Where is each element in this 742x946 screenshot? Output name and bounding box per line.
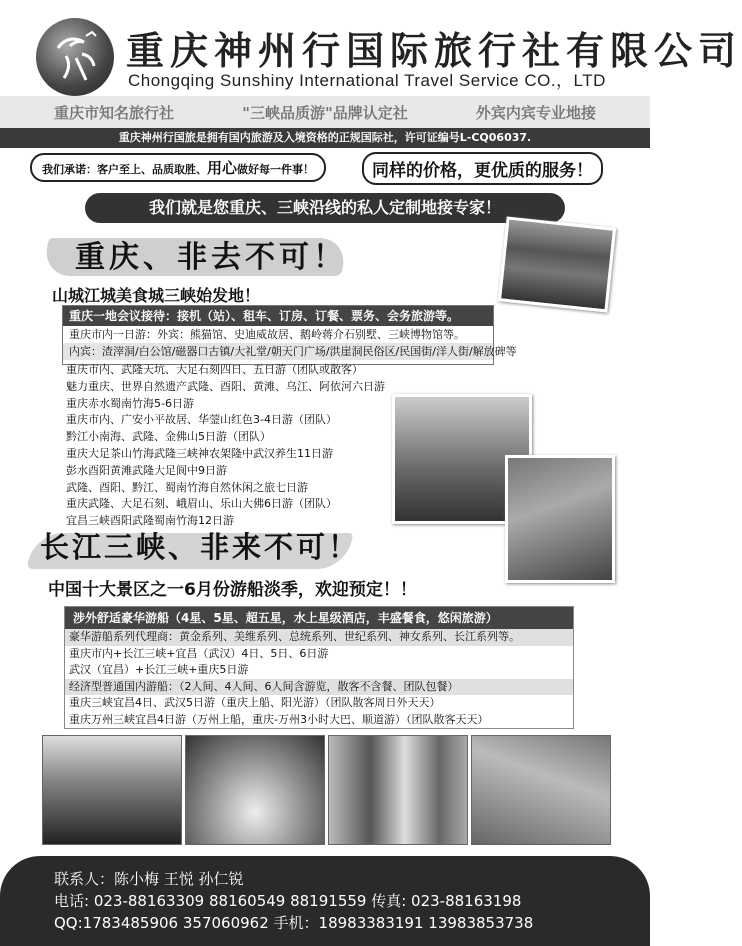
header: [0, 0, 742, 95]
section1-title-block: [45, 232, 345, 278]
photo-river: [498, 216, 616, 312]
promise-prefix: 我们承诺：: [42, 162, 97, 176]
route-list: [66, 362, 426, 530]
route-item: 彭水酉阳黄滩武隆大足阆中9日游: [66, 463, 227, 477]
photo-temple: [471, 735, 611, 845]
section2-title: 长江三峡、非来不可！: [40, 530, 361, 564]
promise-left: [30, 153, 326, 182]
company-logo: [36, 18, 114, 96]
meeting-line: 重庆市内一日游：外宾：熊猫馆、史迪威故居、鹅岭蒋介石别墅、三峡博物馆等。: [69, 328, 465, 341]
meeting-box-head: 重庆一地会议接待：接机（站）、租车、订房、订餐、票务、会务旅游等。: [63, 306, 493, 326]
expert-banner: 我们就是您重庆、三峡沿线的私人定制地接专家！: [85, 193, 565, 223]
promise-tail: 做好每一件事！: [237, 162, 315, 176]
section1-title: 重庆、非去不可！: [75, 240, 347, 275]
promise-right: 同样的价格，更优质的服务！: [362, 152, 603, 185]
route-item: 重庆赤水蜀南竹海5-6日游: [66, 396, 194, 410]
photo-dam: [185, 735, 325, 845]
license-bar: 重庆神州行国旅是拥有国内旅游及入境资格的正规国际社，许可证编号L-CQ06037.: [0, 128, 650, 148]
cruise-line: 重庆万州三峡宜昌4日游（万州上船，重庆-万州3小时大巴、顺道游）（团队散客天天）: [69, 712, 489, 726]
promise-text: 客户至上、品质取胜、: [97, 162, 207, 176]
promise-bold: 用心: [207, 158, 238, 177]
contact-footer: [0, 856, 650, 946]
section2-subtitle: 中国十大景区之一6月份游船淡季，欢迎预定！！: [48, 580, 417, 600]
route-item: 宜昌三峡酉阳武隆蜀南竹海12日游: [66, 514, 234, 528]
slogan-item: 外宾内宾专业地接: [475, 103, 596, 122]
slogan-item: "三峡品质游"品牌认定社: [242, 103, 408, 122]
route-item: 重庆市内、武隆天坑、大足石刻四日、五日游（团队或散客）: [66, 363, 363, 376]
cruise-box-head: 涉外舒适豪华游船（4星、5星、超五星，水上星级酒店，丰盛餐食，悠闲旅游）: [65, 607, 573, 629]
contact-qq-mobile: QQ:1783485906 357060962 手机：18983383191 13983853738: [54, 914, 534, 932]
route-item: 武隆、酉阳、黔江、蜀南竹海自然休闲之旅七日游: [66, 480, 308, 494]
company-name-cn: 重庆神州行国际旅行社有限公司: [126, 28, 742, 73]
photo-city: [505, 455, 615, 583]
meeting-line: 内宾：渣滓洞/白公馆/磁器口古镇/大礼堂/朝天门广场/洪崖洞民俗区/民国街/洋人街/解放碑等: [63, 343, 493, 360]
route-item: 重庆市内、广安小平故居、华蓥山红色3-4日游（团队）: [66, 413, 337, 427]
cruise-line: 武汉（宜昌）+长江三峡+重庆5日游: [69, 663, 249, 676]
route-item: 魅力重庆、世界自然遗产武隆、酉阳、黄滩、乌江、阿依河六日游: [66, 379, 385, 393]
route-item: 重庆武隆、大足石刻、峨眉山、乐山大佛6日游（团队）: [66, 497, 337, 511]
photo-gallery: [42, 735, 612, 845]
contact-people: 联系人：陈小梅 王悦 孙仁锐: [54, 870, 244, 888]
cruise-box: [64, 606, 574, 729]
section1-subtitle: 山城江城美食城三峡始发地！: [52, 286, 261, 305]
promise-box: [30, 152, 326, 182]
cruise-line: 豪华游船系列代理商：黄金系列、美维系列、总统系列、世纪系列、神女系列、长江系列等。: [65, 629, 573, 646]
photo-monument: [328, 735, 468, 845]
meeting-box: [62, 305, 517, 365]
slogan-item: 重庆市知名旅行社: [54, 103, 175, 122]
cruise-line: 重庆市内+长江三峡+宜昌（武汉）4日、5日、6日游: [69, 646, 329, 660]
photo-gorge: [42, 735, 182, 845]
route-item: 黔江小南海、武隆、金佛山5日游（团队）: [66, 430, 271, 444]
cruise-line: 经济型普通国内游船：（2人间、4人间、6人间含游览，散客不含餐、团队包餐）: [65, 679, 573, 696]
company-name-en: Chongqing Sunshiny International Travel Service CO.，LTD: [128, 71, 606, 90]
cruise-line: 重庆三峡宜昌4日、武汉5日游（重庆上船、阳光游）（团队散客周日外天天）: [69, 696, 441, 709]
slogan-bar: [0, 96, 650, 128]
route-item: 重庆大足茶山竹海武隆三峡神农架隆中武汉养生11日游: [66, 446, 333, 460]
contact-phone: 电话: 023-88163309 88160549 88191559 传真: 023-88163198: [54, 892, 522, 910]
section2-title-block: [30, 525, 360, 573]
